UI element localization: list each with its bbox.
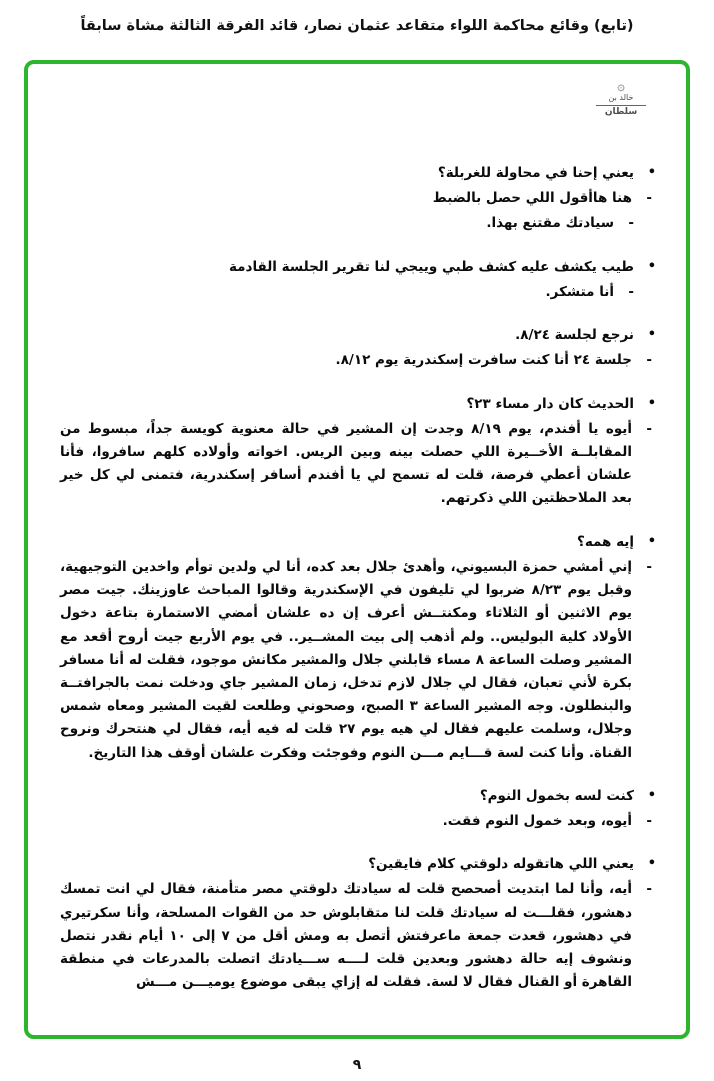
dialog-text: كنت لسه بخمول النوم؟	[479, 787, 634, 804]
dialog-question	[60, 256, 658, 279]
dash-icon: -	[646, 813, 652, 830]
dialog-question	[60, 785, 658, 808]
page-number: ٩	[352, 1057, 362, 1073]
dialog-text: أيه، وأنا لما ابتديت أصحصح قلت له سيادتك دلوقتي مصر متأمنة، فقال لي انت تمسك دهشور، فقلـــت له سيادتك قلت لنا متقابلوش حد من القوات المسلحة، وأنا سكرتيري في دهشور، قعدت جمعة ماعرفتش أتصل به ومش أقل من ٧ إلى ١٠ أيام نقدر نتصل ونشوف إيه حالة دهشور وبعدين قلت لــــه ســـيادتك اتصلت بالمدرعات في منطقة القاهرة أو القنال فقال لا لسة. فقلت له إزاي يبقى موضوع يوميـــن مـــش	[60, 881, 632, 991]
dialog-answer	[60, 878, 658, 994]
stamp-divider	[596, 105, 646, 106]
dialog-question	[60, 853, 658, 876]
dialog-question	[60, 531, 658, 554]
dialog-answer	[60, 418, 658, 511]
dash-icon: -	[646, 352, 652, 369]
signature-stamp	[582, 80, 660, 117]
bullet-icon: •	[647, 533, 656, 549]
bullet-icon: •	[647, 327, 656, 343]
dialog-answer	[60, 281, 658, 304]
bullet-icon: •	[647, 165, 656, 180]
dialog-question	[60, 324, 658, 347]
dialog-text: سيادتك مقتنع بهذا.	[486, 215, 614, 232]
dash-icon: -	[628, 283, 634, 300]
dialog-text: يعني إحنا في محاولة للغربلة؟	[437, 165, 634, 181]
dash-icon: -	[628, 215, 634, 232]
bullet-icon: •	[647, 395, 656, 411]
dialog-text: طيب يكشف عليه كشف طبي وييجي لنا تقرير الجلسة القادمة	[228, 258, 634, 275]
dialog-question	[60, 393, 658, 416]
dialog-answer	[60, 187, 658, 210]
stamp-ornament-icon: ۞	[617, 79, 625, 94]
bullet-icon: •	[647, 856, 656, 872]
dialog-text: أيوه، وبعد خمول النوم فقت.	[442, 813, 632, 830]
dialog-answer	[60, 212, 658, 235]
dash-icon: -	[646, 881, 652, 898]
dialog-text: أيوه يا أفندم، يوم ٨/١٩ وجدت إن المشير في حالة معنوية كويسة جداً، مبسوط من المقابلــة الأخــيرة اللي حصلت بينه وبين الريس. اخواته وأولاده كلهم سافروا، فأنا علشان أعطي فرصة، قلت له تسمح لي يا أفندم أسافر إسكندرية، فتمنى لي كل خير بعد الملاحظتين اللي ذكرتهم.	[60, 420, 632, 507]
dialog-text: إيه همه؟	[576, 533, 634, 550]
green-border-frame	[24, 60, 690, 1039]
dialog-answer	[60, 556, 658, 765]
dialog-text: جلسة ٢٤ أنا كنت سافرت إسكندرية يوم ٨/١٢.	[335, 352, 632, 369]
stamp-text-line2: سلطان	[604, 106, 638, 117]
dialog-answer	[60, 810, 658, 833]
dialog-text: يعني اللي هاتقوله دلوقتي كلام فايقين؟	[368, 856, 634, 873]
page-title: (تابع) وقائع محاكمة اللواء متقاعد عثمان نصار، قائد الفرقة الثالثة مشاة سابقاً	[80, 18, 634, 34]
stamp-text-line1: خالد بن	[608, 93, 634, 102]
dialog-answer	[60, 349, 658, 372]
dialog-question	[60, 162, 658, 185]
dialog-text: هنا هاأقول اللي حصل بالضبط	[432, 190, 632, 207]
dash-icon: -	[646, 558, 652, 575]
bullet-icon: •	[647, 787, 656, 803]
dash-icon: -	[646, 420, 652, 437]
dialog-text: نرجع لجلسة ٨/٢٤.	[515, 327, 634, 344]
dialog-text: الحديث كان دار مساء ٢٣؟	[466, 395, 634, 412]
dash-icon: -	[646, 190, 652, 207]
dialog-text: أنا متشكر.	[545, 283, 614, 300]
dialog-text: إني أمشي حمزة البسيوني، وأهدئ جلال بعد كده، أنا لي ولدين توأم واخدين التوجيهية، وقبل يوم ٨/٢٣ ضربوا لي تليفون في الإسكندرية وقالوا المباحث عاوزينك. جيت مصر يوم الاثنين أو الثلاثاء ومكنتــش أعرف إن ده علشان أمضي الاستمارة بتاعة دخول الأولاد كلية البوليس.. ولم أذهب إلى بيت المشــير.. في يوم الأربع جيت أروح أقعد مع المشير وصلت الساعة ٨ مساء قابلني جلال والمشير مكانش موجود، فقلت له أنا مسافر بكرة لأني تعبان، فقال لي جلال لازم تدخل، زمان المشير جاي ودخلت نمت بالجرافتــة والبنطلون. وجه المشير الساعة ٣ الصبح، وصحوني وطلعت لقيت المشير ومعاه شمس وجلال، وسلمت عليهم فقال لي هيه يوم ٢٧ قلت له فيه أيه، فقال لي هنتحرك ونروح القناة. وأنا كنت لسة قـــايم مـــن النوم وفوجئت وفكرت علشان أوقف هذا التاريخ.	[60, 558, 632, 761]
bullet-icon: •	[647, 258, 656, 274]
dialog-transcript	[60, 142, 658, 995]
